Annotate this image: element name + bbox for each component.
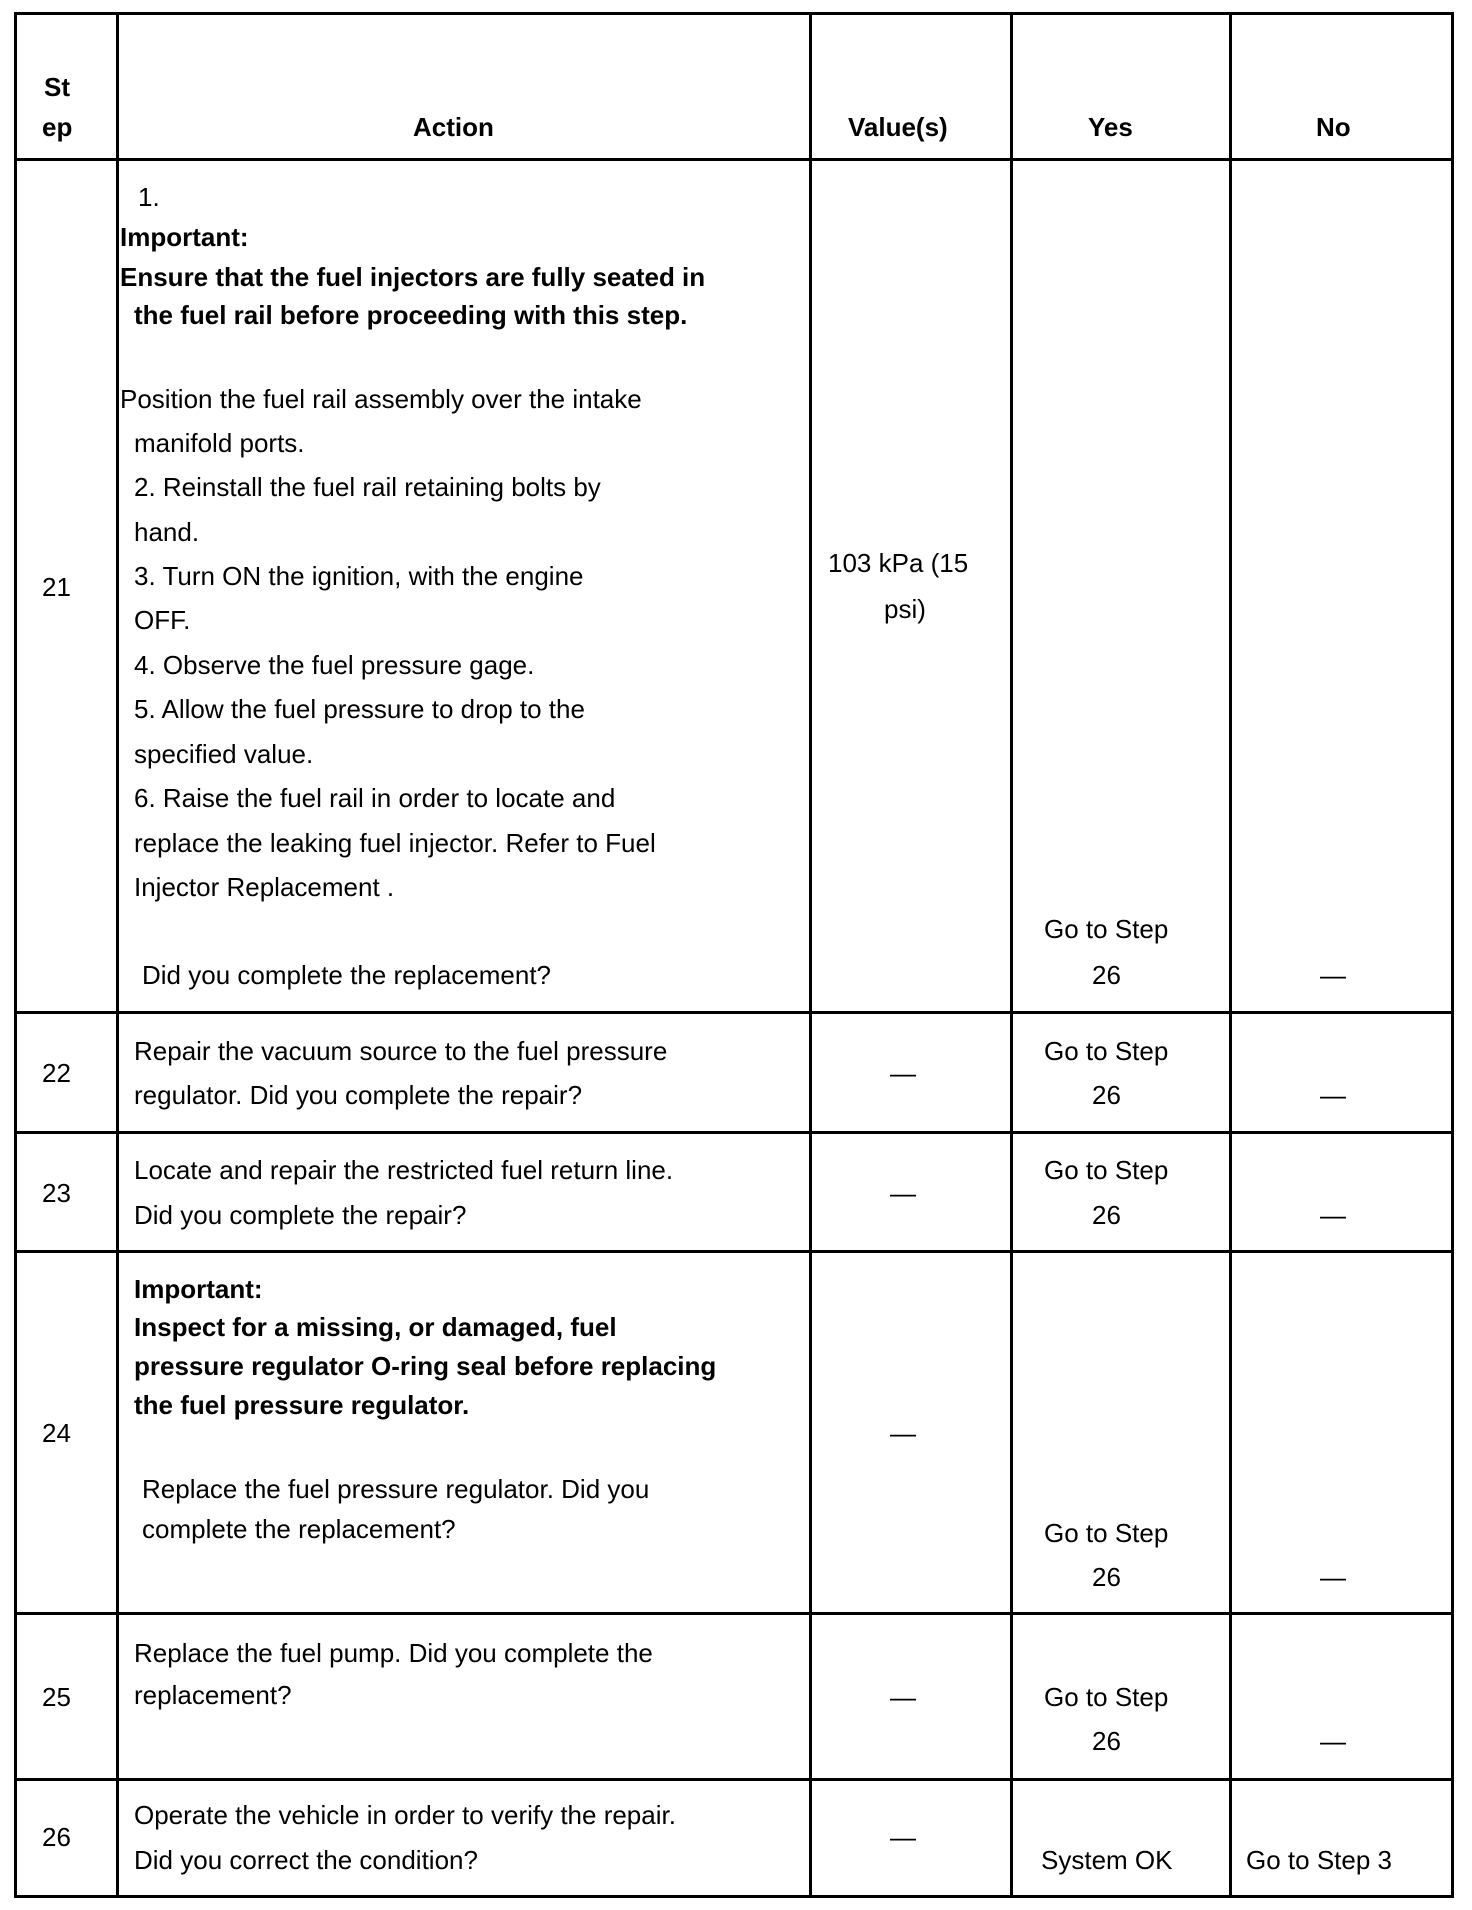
action-line: 5. Allow the fuel pressure to drop to the	[134, 694, 585, 724]
action-line: Replace the fuel pressure regulator. Did you	[142, 1474, 650, 1504]
yes-outcome: 26	[1092, 1726, 1121, 1756]
yes-outcome: Go to Step	[1044, 1155, 1169, 1185]
header-step-line2: ep	[42, 112, 73, 142]
table-border-right	[1451, 12, 1454, 1898]
row-divider	[14, 1778, 1454, 1781]
action-line: Operate the vehicle in order to verify the repair.	[134, 1800, 676, 1830]
action-item-number: 1.	[138, 182, 160, 212]
action-line: Injector Replacement .	[134, 872, 395, 902]
step-number: 23	[42, 1178, 71, 1208]
action-line: specified value.	[134, 739, 314, 769]
action-line: regulator. Did you complete the repair?	[134, 1080, 583, 1110]
col-divider	[116, 12, 119, 1898]
header-yes: Yes	[1088, 112, 1133, 142]
value-text: —	[890, 1178, 916, 1208]
action-line: 6. Raise the fuel rail in order to locate and	[134, 783, 616, 813]
important-text: Inspect for a missing, or damaged, fuel	[134, 1312, 617, 1342]
value-text: psi)	[884, 594, 926, 624]
yes-outcome: Go to Step	[1044, 914, 1169, 944]
step-number: 26	[42, 1822, 71, 1852]
yes-outcome: 26	[1092, 1080, 1121, 1110]
no-outcome: —	[1320, 1726, 1346, 1756]
value-text: —	[890, 1058, 916, 1088]
important-text: the fuel rail before proceeding with this step.	[134, 300, 688, 330]
row-divider	[14, 1612, 1454, 1615]
yes-outcome: 26	[1092, 1562, 1121, 1592]
yes-outcome: 26	[1092, 960, 1121, 990]
yes-outcome: Go to Step	[1044, 1518, 1169, 1548]
yes-outcome: 26	[1092, 1200, 1121, 1230]
action-line: Position the fuel rail assembly over the intake	[120, 384, 642, 414]
step-number: 22	[42, 1058, 71, 1088]
important-label: Important:	[120, 222, 249, 252]
header-values: Value(s)	[848, 112, 948, 142]
row-divider	[14, 1011, 1454, 1014]
important-text: Ensure that the fuel injectors are fully seated in	[120, 262, 706, 292]
action-line: Repair the vacuum source to the fuel pressure	[134, 1036, 668, 1066]
value-text: —	[890, 1682, 916, 1712]
header-action: Action	[413, 112, 494, 142]
important-text: the fuel pressure regulator.	[134, 1390, 470, 1420]
header-no: No	[1316, 112, 1351, 142]
action-line: hand.	[134, 517, 200, 547]
action-line: Locate and repair the restricted fuel return line.	[134, 1155, 674, 1185]
col-divider	[1010, 12, 1013, 1898]
step-number: 25	[42, 1682, 71, 1712]
no-outcome: —	[1320, 960, 1346, 990]
row-divider	[14, 1131, 1454, 1134]
action-line: Replace the fuel pump. Did you complete the	[134, 1638, 653, 1668]
col-divider	[14, 12, 17, 1898]
action-line: replacement?	[134, 1680, 292, 1710]
important-label: Important:	[134, 1274, 263, 1304]
table-border-header-bottom	[14, 158, 1454, 161]
col-divider	[809, 12, 812, 1898]
header-step-line1: St	[44, 72, 70, 102]
value-text: —	[890, 1418, 916, 1448]
value-text: —	[890, 1822, 916, 1852]
step-number: 21	[42, 572, 71, 602]
table-border-top	[14, 12, 1454, 15]
action-question: Did you complete the replacement?	[142, 960, 552, 990]
value-text: 103 kPa (15	[828, 548, 969, 578]
yes-outcome: Go to Step	[1044, 1036, 1169, 1066]
col-divider	[1229, 12, 1232, 1898]
yes-outcome: Go to Step	[1044, 1682, 1169, 1712]
action-line: Did you complete the repair?	[134, 1200, 467, 1230]
no-outcome: —	[1320, 1200, 1346, 1230]
important-text: pressure regulator O-ring seal before replacing	[134, 1351, 717, 1381]
action-line: 4. Observe the fuel pressure gage.	[134, 650, 535, 680]
row-divider	[14, 1250, 1454, 1253]
no-outcome: —	[1320, 1080, 1346, 1110]
yes-outcome: System OK	[1041, 1845, 1173, 1875]
no-outcome: —	[1320, 1562, 1346, 1592]
action-line: complete the replacement?	[142, 1514, 456, 1544]
action-line: Did you correct the condition?	[134, 1845, 478, 1875]
step-number: 24	[42, 1418, 71, 1448]
action-line: OFF.	[134, 605, 191, 635]
no-outcome: Go to Step 3	[1246, 1845, 1392, 1875]
table-border-bottom	[14, 1895, 1454, 1898]
action-line: manifold ports.	[134, 428, 305, 458]
action-line: replace the leaking fuel injector. Refer to Fuel	[134, 828, 656, 858]
action-line: 3. Turn ON the ignition, with the engine	[134, 561, 584, 591]
action-line: 2. Reinstall the fuel rail retaining bolts by	[134, 472, 601, 502]
